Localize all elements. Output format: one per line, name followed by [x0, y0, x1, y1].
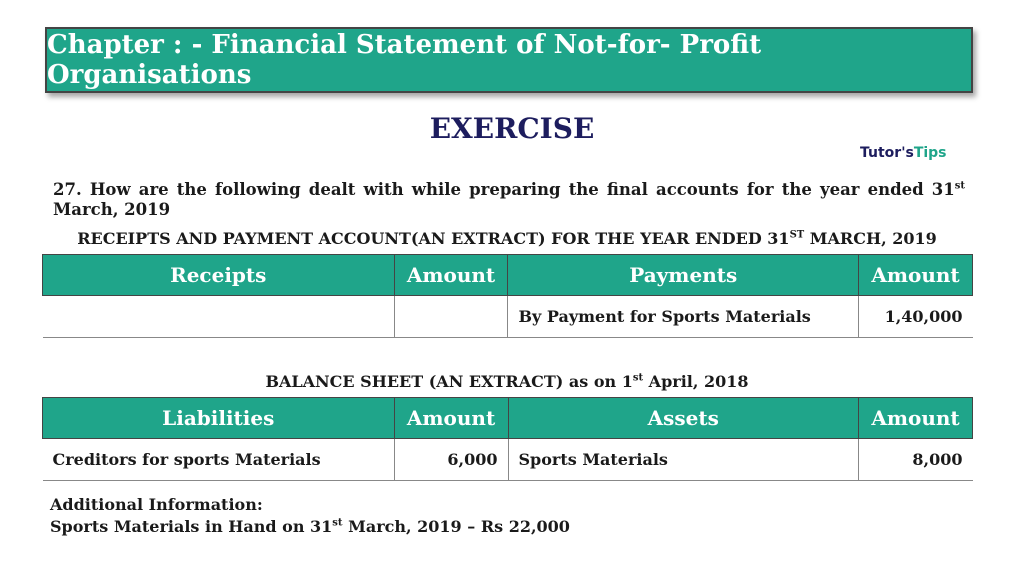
chapter-banner — [45, 27, 973, 93]
header-amount: Amount — [858, 255, 972, 296]
question-line-2: March, 2019 — [53, 200, 171, 219]
additional-information — [50, 494, 570, 538]
cell-liabilities: Creditors for sports Materials — [43, 439, 395, 481]
table-header-row — [43, 398, 973, 439]
table-row — [43, 296, 973, 338]
cell-assets-amount: 8,000 — [858, 439, 972, 481]
cell-receipts-amount — [394, 296, 508, 338]
cell-payments: By Payment for Sports Materials — [508, 296, 859, 338]
header-amount: Amount — [394, 398, 508, 439]
logo-text-tutors: Tutor's — [860, 145, 914, 161]
cell-liabilities-amount: 6,000 — [394, 439, 508, 481]
cell-assets: Sports Materials — [508, 439, 858, 481]
additional-line: Sports Materials in Hand on 31st March, 2019 – Rs 22,000 — [50, 517, 570, 536]
table-header-row — [43, 255, 973, 296]
chapter-title: Chapter : - Financial Statement of Not-for- Profit Organisations — [47, 30, 762, 90]
header-amount: Amount — [858, 398, 972, 439]
header-assets: Assets — [508, 398, 858, 439]
tutors-tips-logo — [860, 145, 947, 161]
additional-title: Additional Information: — [50, 495, 263, 514]
cell-receipts — [43, 296, 395, 338]
balance-sheet-caption: BALANCE SHEET (AN EXTRACT) as on 1st April, 2018 — [265, 372, 749, 391]
header-liabilities: Liabilities — [43, 398, 395, 439]
receipts-payments-table — [42, 254, 973, 338]
header-payments: Payments — [508, 255, 859, 296]
header-amount: Amount — [394, 255, 508, 296]
table-row — [43, 439, 973, 481]
balance-sheet-table — [42, 397, 973, 481]
cell-payments-amount: 1,40,000 — [858, 296, 972, 338]
question-line-1: 27. How are the following dealt with while preparing the final accounts for the year ended 31st — [53, 180, 965, 199]
receipts-caption: RECEIPTS AND PAYMENT ACCOUNT(AN EXTRACT) FOR THE YEAR ENDED 31ST MARCH, 2019 — [77, 229, 937, 248]
question-text — [53, 180, 965, 220]
exercise-heading: EXERCISE — [429, 112, 595, 145]
header-receipts: Receipts — [43, 255, 395, 296]
logo-text-tips: Tips — [913, 145, 947, 161]
